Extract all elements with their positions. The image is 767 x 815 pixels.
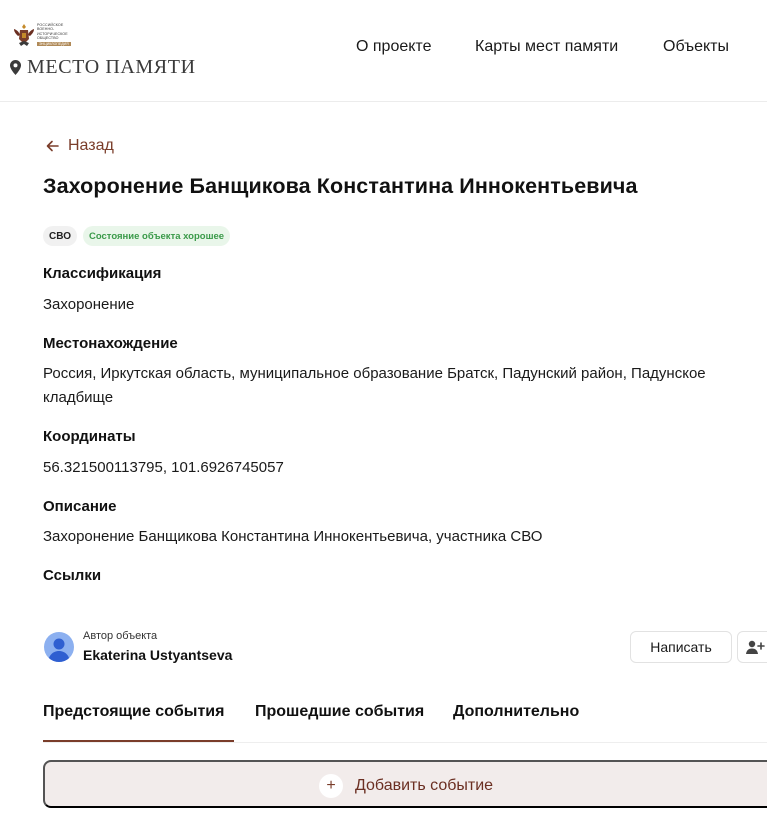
location-value: Россия, Иркутская область, муниципальное образование Братск, Падунский район, Падунское кладбище <box>43 365 706 406</box>
back-label: Назад <box>68 137 114 154</box>
person-add-icon <box>745 639 765 655</box>
brand-name: МЕСТО ПАМЯТИ <box>27 55 196 78</box>
classification-label: Классификация <box>43 265 162 282</box>
add-event-button[interactable] <box>43 760 767 808</box>
site-header <box>0 0 767 102</box>
location-label: Местонахождение <box>43 335 178 352</box>
active-tab-indicator <box>43 740 234 742</box>
author-name[interactable]: Ekaterina Ustyantseva <box>83 647 233 663</box>
org-line-1: РОССИЙСКОЕ <box>37 23 64 27</box>
org-name <box>37 23 83 46</box>
badges <box>43 226 230 246</box>
map-pin-icon <box>10 60 21 75</box>
user-avatar-icon[interactable] <box>44 632 74 662</box>
plus-icon: + <box>319 774 343 798</box>
status-badge: Состояние объекта хорошее <box>83 226 230 246</box>
nav-memory-maps[interactable]: Карты мест памяти <box>475 38 619 55</box>
tab-past-events[interactable]: Прошедшие события <box>255 703 425 720</box>
org-tag: ЭНЦИКЛОПЕДИЯ <box>39 41 69 46</box>
nav-about[interactable]: О проекте <box>356 38 432 55</box>
author-caption: Автор объекта <box>83 630 158 642</box>
coordinates-value: 56.321500113795, 101.6926745057 <box>43 459 284 476</box>
brand-logo[interactable] <box>10 55 196 79</box>
category-badge: СВО <box>43 226 77 246</box>
tabs-divider <box>43 742 767 743</box>
coordinates-label: Координаты <box>43 428 136 445</box>
add-event-content <box>319 774 493 798</box>
org-line-2: ВОЕННО-ИСТОРИЧЕСКОЕ <box>37 27 68 36</box>
description-value: Захоронение Банщикова Константина Иннокентьевича, участника СВО <box>43 528 543 545</box>
write-message-button[interactable]: Написать <box>630 631 732 663</box>
follow-author-button[interactable] <box>737 631 767 663</box>
classification-value: Захоронение <box>43 296 135 313</box>
back-link[interactable] <box>46 137 114 155</box>
eagle-emblem-icon <box>11 21 37 49</box>
arrow-left-icon <box>46 140 59 152</box>
tab-additional[interactable]: Дополнительно <box>453 703 580 720</box>
links-label: Ссылки <box>43 567 102 584</box>
tab-upcoming-events[interactable]: Предстоящие события <box>43 703 225 720</box>
page-title: Захоронение Банщикова Константина Иннокентьевича <box>43 174 638 198</box>
org-line-3: ОБЩЕСТВО <box>37 36 59 41</box>
nav-objects[interactable]: Объекты <box>663 38 729 55</box>
avatar-silhouette <box>44 632 74 662</box>
add-event-label: Добавить событие <box>355 777 494 794</box>
description-label: Описание <box>43 498 117 515</box>
